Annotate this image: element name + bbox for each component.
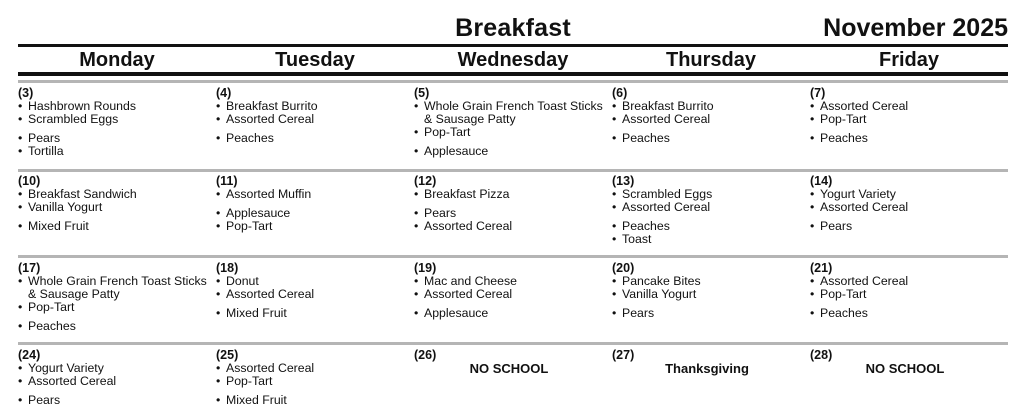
menu-item: • Mixed Fruit [216, 394, 414, 407]
day-cell-thursday [612, 261, 810, 333]
weekday-thursday: Thursday [665, 49, 757, 71]
menu-item: • Assorted Cereal [216, 362, 414, 375]
day-date: (26) [414, 348, 437, 362]
menu-item: • Peaches [18, 320, 216, 333]
day-date: (7) [810, 86, 826, 100]
side-list [216, 394, 414, 407]
entree-list [414, 275, 612, 301]
day-cell-wednesday [414, 261, 612, 333]
side-list [612, 220, 810, 246]
entree-list [18, 100, 216, 126]
menu-item: • Scrambled Eggs [18, 113, 216, 126]
entree-list [216, 362, 414, 388]
day-cell-wednesday [414, 86, 612, 158]
day-date: (10) [18, 174, 41, 188]
day-date: (24) [18, 348, 41, 362]
day-date: (4) [216, 86, 232, 100]
weekday-header-row [18, 48, 1008, 72]
menu-item: • Applesauce [414, 145, 612, 158]
side-list [18, 132, 216, 158]
weekday-rule [18, 72, 1008, 76]
day-cell-tuesday [216, 174, 414, 246]
side-list [810, 132, 1008, 145]
day-cell-monday [18, 86, 216, 158]
menu-item: • Assorted Cereal [810, 201, 1008, 214]
entree-list [216, 100, 414, 126]
menu-item: • Breakfast Pizza [414, 188, 612, 201]
entree-list [810, 275, 1008, 301]
side-list [216, 307, 414, 320]
weekday-monday: Monday [79, 49, 155, 71]
day-date: (5) [414, 86, 430, 100]
side-list [216, 207, 414, 233]
day-date: (19) [414, 261, 437, 275]
week-divider [18, 255, 1008, 258]
menu-item: • Tortilla [18, 145, 216, 158]
menu-item: • Applesauce [414, 307, 612, 320]
menu-item: • Peaches [810, 132, 1008, 145]
menu-item: • Yogurt Variety [18, 362, 216, 375]
side-list [18, 220, 216, 233]
menu-item: • Pears [18, 132, 216, 145]
side-list [18, 394, 216, 407]
day-cell-thursday [612, 86, 810, 158]
menu-item: • Assorted Cereal [216, 113, 414, 126]
menu-item: • Mac and Cheese [414, 275, 612, 288]
week-divider [18, 80, 1008, 83]
menu-item: • Assorted Cereal [612, 113, 810, 126]
menu-item: • Peaches [216, 132, 414, 145]
entree-list [414, 188, 612, 201]
day-date: (18) [216, 261, 239, 275]
menu-item: • Vanilla Yogurt [612, 288, 810, 301]
menu-item: • Mixed Fruit [216, 307, 414, 320]
menu-item: • Breakfast Sandwich [18, 188, 216, 201]
day-date: (13) [612, 174, 635, 188]
menu-item: • Pop-Tart [18, 301, 216, 314]
weekday-friday: Friday [878, 49, 940, 71]
side-list [414, 307, 612, 320]
entree-list [18, 188, 216, 214]
side-list [810, 307, 1008, 320]
menu-item: • Breakfast Burrito [216, 100, 414, 113]
entree-list [216, 188, 414, 201]
menu-item: • Assorted Cereal [612, 201, 810, 214]
menu-item: • Assorted Cereal [414, 220, 612, 233]
day-date: (17) [18, 261, 41, 275]
day-cell-thursday [612, 348, 810, 407]
weekday-tuesday: Tuesday [275, 49, 355, 71]
menu-item: • Yogurt Variety [810, 188, 1008, 201]
day-cell-monday [18, 261, 216, 333]
menu-item: • Whole Grain French Toast Sticks & Sausage Patty [18, 275, 216, 301]
day-cell-thursday [612, 174, 810, 246]
week-row [18, 348, 1008, 407]
menu-item: • Toast [612, 233, 810, 246]
side-list [612, 132, 810, 145]
weekday-wednesday: Wednesday [457, 49, 569, 71]
menu-item: • Pop-Tart [810, 288, 1008, 301]
day-note: NO SCHOOL [469, 361, 549, 376]
menu-item: • Peaches [612, 220, 810, 233]
side-list [18, 320, 216, 333]
header-rule [18, 44, 1008, 47]
menu-title: Breakfast [455, 14, 571, 42]
day-cell-friday [810, 86, 1008, 158]
side-list [414, 145, 612, 158]
day-note: Thanksgiving [665, 361, 749, 376]
day-cell-monday [18, 174, 216, 246]
menu-item: • Scrambled Eggs [612, 188, 810, 201]
menu-item: • Assorted Cereal [18, 375, 216, 388]
week-row [18, 261, 1008, 333]
menu-item: • Pears [414, 207, 612, 220]
menu-item: • Pop-Tart [810, 113, 1008, 126]
menu-item: • Assorted Cereal [810, 100, 1008, 113]
day-date: (14) [810, 174, 833, 188]
menu-item: • Pears [612, 307, 810, 320]
day-cell-friday [810, 174, 1008, 246]
menu-item: • Whole Grain French Toast Sticks & Sausage Patty [414, 100, 612, 126]
menu-item: • Pancake Bites [612, 275, 810, 288]
menu-item: • Donut [216, 275, 414, 288]
side-list [216, 132, 414, 145]
entree-list [612, 100, 810, 126]
menu-item: • Assorted Cereal [810, 275, 1008, 288]
menu-item: • Applesauce [216, 207, 414, 220]
day-cell-tuesday [216, 348, 414, 407]
entree-list [18, 362, 216, 388]
side-list [612, 307, 810, 320]
entree-list [810, 188, 1008, 214]
menu-item: • Peaches [810, 307, 1008, 320]
month-title: November 2025 [823, 14, 1008, 42]
day-date: (27) [612, 348, 635, 362]
menu-item: • Pears [810, 220, 1008, 233]
entree-list [810, 100, 1008, 126]
entree-list [414, 100, 612, 139]
menu-item: • Vanilla Yogurt [18, 201, 216, 214]
side-list [810, 220, 1008, 233]
day-note: NO SCHOOL [865, 361, 945, 376]
menu-item: • Pop-Tart [216, 375, 414, 388]
day-date: (11) [216, 174, 238, 188]
side-list [414, 207, 612, 233]
day-cell-tuesday [216, 86, 414, 158]
day-cell-friday [810, 348, 1008, 407]
menu-item: • Assorted Muffin [216, 188, 414, 201]
entree-list [216, 275, 414, 301]
day-date: (25) [216, 348, 239, 362]
day-date: (12) [414, 174, 437, 188]
entree-list [612, 275, 810, 301]
week-row [18, 174, 1008, 246]
menu-item: • Mixed Fruit [18, 220, 216, 233]
day-cell-wednesday [414, 174, 612, 246]
menu-item: • Pears [18, 394, 216, 407]
menu-item: • Assorted Cereal [414, 288, 612, 301]
menu-item: • Breakfast Burrito [612, 100, 810, 113]
menu-item: • Hashbrown Rounds [18, 100, 216, 113]
menu-item: • Peaches [612, 132, 810, 145]
menu-item: • Pop-Tart [414, 126, 612, 139]
entree-list [612, 188, 810, 214]
day-date: (28) [810, 348, 833, 362]
week-divider [18, 169, 1008, 172]
day-cell-friday [810, 261, 1008, 333]
day-cell-tuesday [216, 261, 414, 333]
header [18, 10, 1008, 44]
day-cell-wednesday [414, 348, 612, 407]
week-divider [18, 342, 1008, 345]
entree-list [18, 275, 216, 314]
day-date: (6) [612, 86, 628, 100]
day-date: (3) [18, 86, 34, 100]
day-date: (21) [810, 261, 833, 275]
week-row [18, 86, 1008, 158]
day-cell-monday [18, 348, 216, 407]
day-date: (20) [612, 261, 635, 275]
menu-item: • Pop-Tart [216, 220, 414, 233]
menu-item: • Assorted Cereal [216, 288, 414, 301]
